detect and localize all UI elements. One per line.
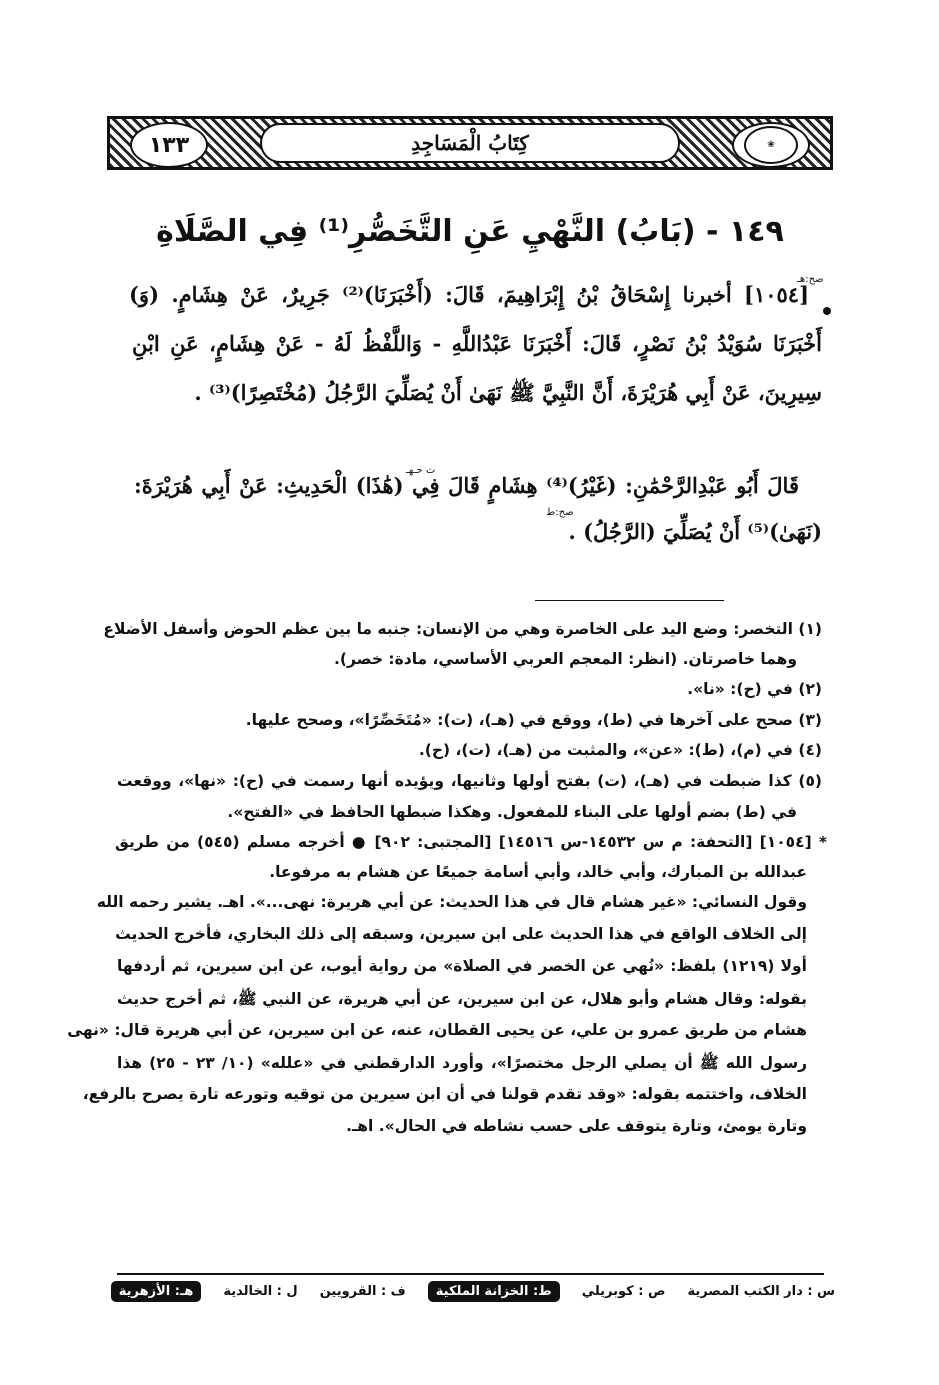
book-title: كِتَابُ الْمَسَاجِدِ <box>411 131 529 155</box>
footnote-line: (١) التخصر: وضع اليد على الخاصرة وهي من الإنسان: جنبه ما بين عظم الحوض وأسفل الأضلاع <box>103 620 822 638</box>
source-label-highlighted: ط: الخزانة الملكية <box>428 1281 560 1302</box>
takhrij-line: وتارة يومئ، وتارة يتوقف على حسب نشاطه في الحال». اهـ. <box>346 1117 807 1135</box>
footnote-line: (٣) صحح على آخرها في (ط)، ووقع في (هـ)، (ت): «مُتَخَصِّرًا»، وصحح عليها. <box>245 711 822 729</box>
footnote-line: (٤) في (م)، (ط): «عن»، والمثبت من (هـ)، (ت)، (ح). <box>418 741 822 759</box>
footnote-line: (٥) كذا ضبطت في (هـ)، (ت) بفتح أولها وثانيها، ويؤيده أنها رسمت في (ح): «نها»، ووقعت <box>117 772 822 790</box>
book-title-cartouche <box>260 123 680 163</box>
hadith-line: [١٠٥٤] أخبرنا إِسْحَاقُ بْنُ إِبْرَاهِيمَ، قَالَ: (أَخْبَرَنَا)⁽²⁾ جَرِيرٌ، عَنْ هِشَامٍ. (وَ) <box>129 282 810 307</box>
bullet-icon <box>823 307 831 315</box>
comment-line: (نَهَىٰ)⁽⁵⁾ أَنْ يُصَلِّيَ (الرَّجُلُ) . <box>568 519 822 544</box>
source-label: ل : الخالدية <box>223 1284 298 1299</box>
source-label: ف : القرويين <box>319 1284 406 1299</box>
footnote-divider <box>535 600 724 601</box>
chapter-heading: ١٤٩ - (بَابُ) النَّهْيِ عَنِ التَّخَصُّرِ⁽¹⁾ فِي الصَّلَاةِ <box>156 214 784 249</box>
comment-line: قَالَ أَبُو عَبْدِالرَّحْمَٰنِ: (غَيْرُ)⁽⁴⁾ هِشَامٍ قَالَ فِي (هَٰذَا) الْحَدِيثِ: عَنْ أَبِي هُرَيْرَةَ: <box>134 473 799 498</box>
margin-note: ت حـهـ <box>406 465 436 476</box>
hadith-line: سِيرِينَ، عَنْ أَبِي هُرَيْرَةَ، أَنَّ النَّبِيَّ ﷺ نَهَىٰ أَنْ يُصَلِّيَ الرَّجُلُ (مُخْتَصِرًا)⁽³⁾ . <box>194 380 822 405</box>
takhrij-line: إلى الخلاف الواقع في هذا الحديث على ابن سيرين، وسبقه إلى ذلك البخاري، فأخرج الحديث <box>115 925 807 943</box>
footnote-line: وهما خاصرتان. (انظر: المعجم العربي الأساسي، مادة: خصر). <box>333 650 797 668</box>
hadith-line: أَخْبَرَنَا سُوَيْدُ بْنُ نَصْرٍ، قَالَ: أَخْبَرَنَا عَبْدُاللَّهِ - وَاللَّفْظُ لَهُ - عَنْ هِشَامٍ، عَنِ ابْنِ <box>132 331 822 356</box>
takhrij-line: * [١٠٥٤] [التحفة: م س ١٤٥٣٢-س ١٤٥١٦] [المجتبى: ٩٠٢] ● أخرجه مسلم (٥٤٥) من طريق <box>115 833 828 851</box>
source-label: س : دار الكتب المصرية <box>687 1284 835 1299</box>
margin-note: صح:هـ <box>797 274 824 285</box>
margin-note: صح:ط <box>546 507 574 518</box>
takhrij-line: وقول النسائي: «غير هشام قال في هذا الحديث: عن أبي هريرة: نهى...». اهـ. يشير رحمه الله <box>96 893 807 911</box>
footnote-line: (٢) في (ح): «نا». <box>687 680 822 698</box>
takhrij-line: عبدالله بن المبارك، وأبي خالد، وأبي أسامة جميعًا عن هشام به مرفوعا. <box>269 863 807 881</box>
takhrij-line: رسول الله ﷺ أن يصلي الرجل مختصرًا»، وأورد الدارقطني في «علله» (١٠/ ٢٣ - ٢٥) هذا <box>117 1054 808 1072</box>
logo-seal-icon: ❀ <box>732 122 810 168</box>
source-label: ص : كوبريلي <box>581 1284 666 1299</box>
page-number: ١٣٣ <box>130 122 208 168</box>
takhrij-line: هشام من طريق عمرو بن علي، عن يحيى القطان، عنه، عن ابن سيرين، عن أبي هريرة قال: «نهى <box>67 1021 807 1039</box>
manuscript-sources-legend <box>118 1281 835 1302</box>
takhrij-line: بقوله: وقال هشام وأبو هلال، عن ابن سيرين، عن أبي هريرة، عن النبي ﷺ، ثم أخرج حديث <box>117 990 807 1008</box>
footnote-line: في (ط) بضم أولها على البناء للمفعول. وهكذا ضبطها الحافظ في «الفتح». <box>227 803 797 821</box>
takhrij-line: أولا (١٢١٩) بلفظ: «نُهي عن الخصر في الصلاة» من رواية أيوب، عن ابن سيرين، ثم أردفها <box>117 957 807 975</box>
source-label-highlighted: هـ: الأزهرية <box>111 1281 202 1302</box>
running-header <box>107 116 833 170</box>
takhrij-line: الخلاف، واختتمه بقوله: «وقد تقدم قولنا في أن ابن سيرين من توقيه وتورعه تارة يصرح بالرفع، <box>82 1085 807 1103</box>
footer-divider <box>117 1273 824 1275</box>
